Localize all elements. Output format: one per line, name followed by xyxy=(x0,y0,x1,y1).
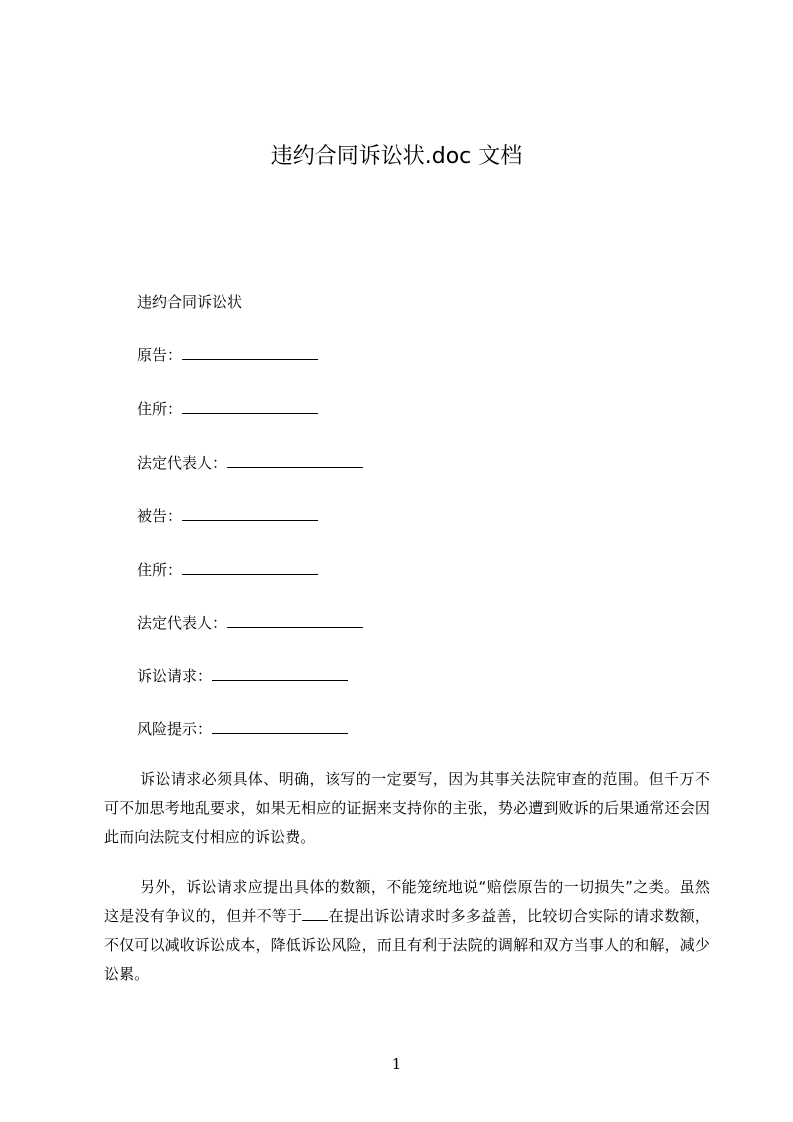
blank-line xyxy=(212,664,348,681)
blank-line xyxy=(227,451,363,468)
field-defendant xyxy=(137,504,318,527)
blank-line xyxy=(182,343,318,360)
blank-line xyxy=(227,611,363,628)
field-risk-notice xyxy=(137,717,348,740)
field-plaintiff-legal-representative xyxy=(137,451,363,474)
field-plaintiff xyxy=(137,343,318,366)
document-heading: 违约合同诉讼状 xyxy=(137,293,243,311)
field-label: 法定代表人： xyxy=(137,454,228,472)
blank-line xyxy=(182,504,318,521)
field-defendant-legal-representative xyxy=(137,611,363,634)
blank-line xyxy=(182,558,318,575)
field-label: 法定代表人： xyxy=(137,614,228,632)
blank-line xyxy=(212,717,348,734)
field-label: 风险提示： xyxy=(137,720,213,738)
paragraph-text: 在提出诉讼请求时多多益善，比较切合实际的请求数额，不仅可以减收诉讼成本，降低诉讼风险，而且有利于法院的调解和双方当事人的和解，减少讼累。 xyxy=(104,907,710,983)
blank-line xyxy=(182,397,318,414)
field-label: 被告： xyxy=(137,507,183,525)
paragraph-claims-amount xyxy=(104,873,710,989)
field-label: 诉讼请求： xyxy=(137,667,213,685)
field-defendant-address xyxy=(137,558,318,581)
field-label: 住所： xyxy=(137,561,183,579)
document-title: 违约合同诉讼状.doc 文档 xyxy=(270,144,523,169)
paragraph-text: 另外，诉讼请求应提出具体的数额，不能笼统地说“赔偿原告的一切损失”之类。虽然这是没有争议的，但并不等于 xyxy=(104,878,710,925)
blank-line xyxy=(302,906,328,921)
field-plaintiff-address xyxy=(137,397,318,420)
page-number: 1 xyxy=(391,1055,402,1073)
field-label: 住所： xyxy=(137,400,183,418)
paragraph-claims-specific: 诉讼请求必须具体、明确，该写的一定要写，因为其事关法院审查的范围。但千万不可不加思考地乱要求，如果无相应的证据来支持你的主张，势必遭到败诉的后果通常还会因此而向法院支付相应的诉讼费。 xyxy=(104,770,710,846)
field-label: 原告： xyxy=(137,346,183,364)
field-claims xyxy=(137,664,348,687)
